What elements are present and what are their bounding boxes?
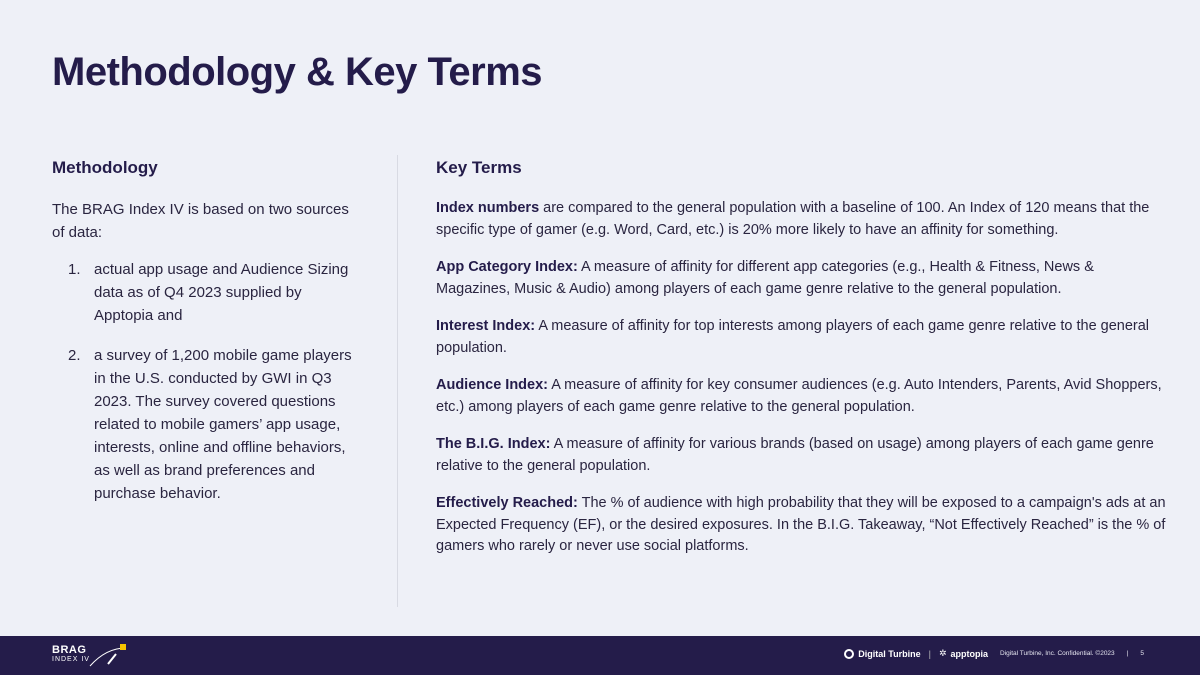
brag-index-logo: [52, 645, 90, 665]
term-index-numbers: [436, 198, 1166, 241]
confidential-notice: Digital Turbine, Inc. Confidential. ©2023: [1000, 650, 1115, 657]
term-name: Audience Index:: [436, 377, 548, 393]
term-effectively-reached: [436, 493, 1166, 558]
term-definition: The % of audience with high probability that they will be exposed to a campaign's ads at an Expected Frequency (EF), or the desired exposures. In the B.I.G. Takeaway, “Not Effectively Reached” is the % of gamers who rarely or never use social platforms.: [436, 495, 1166, 554]
term-audience-index: [436, 375, 1166, 418]
list-item-number: 1.: [68, 261, 81, 278]
term-big-index: [436, 434, 1166, 477]
term-definition: A measure of affinity for top interests among players of each game genre relative to the general population.: [436, 318, 1150, 356]
list-item-text: actual app usage and Audience Sizing data as of Q4 2023 supplied by Apptopia and: [94, 261, 349, 324]
methodology-intro: The BRAG Index IV is based on two sources of data:: [52, 201, 349, 241]
page-title: Methodology & Key Terms: [52, 50, 543, 94]
gauge-arc-icon: [86, 642, 138, 668]
list-item-text: a survey of 1,200 mobile game players in the U.S. conducted by GWI in Q3 2023. The survey covered questions related to mobile gamers’ app usage, interests, online and offline behaviors, as well as brand preferences and purchase behavior.: [94, 347, 352, 502]
term-definition: are compared to the general population with a baseline of 100. An Index of 120 means that the specific type of gamer (e.g. Word, Card, etc.) is 20% more likely to have an affinity for something.: [436, 200, 1150, 238]
term-definition: A measure of affinity for different app categories (e.g., Health & Fitness, News & Magazines, Music & Audio) among players of each game genre relative to the general population.: [436, 259, 1094, 297]
methodology-section: [52, 158, 362, 522]
methodology-list: [52, 258, 362, 505]
page-number: 5: [1140, 650, 1144, 657]
brand-digital-turbine: Digital Turbine: [858, 648, 921, 659]
column-divider: [397, 155, 398, 607]
term-name: Interest Index:: [436, 318, 536, 334]
key-terms-heading: Key Terms: [436, 158, 522, 177]
digital-turbine-logo-icon: [844, 649, 854, 659]
page-separator: |: [1126, 650, 1129, 657]
key-terms-section: [436, 158, 1166, 574]
footer-right-group: [844, 648, 1144, 659]
term-name: Index numbers: [436, 200, 540, 216]
list-item: [52, 344, 362, 505]
term-name: App Category Index:: [436, 259, 578, 275]
footer-bar: [0, 636, 1200, 675]
logo-sub-text: INDEX IV: [52, 656, 90, 663]
brand-separator: |: [928, 648, 931, 659]
logo-main-text: BRAG: [52, 644, 87, 656]
list-item: [52, 258, 362, 327]
term-definition: A measure of affinity for key consumer audiences (e.g. Auto Intenders, Parents, Avid Shoppers, etc.) among players of each game genre relative to the general population.: [436, 377, 1162, 415]
methodology-heading: Methodology: [52, 158, 158, 177]
term-name: The B.I.G. Index:: [436, 436, 551, 452]
brand-apptopia: apptopia: [950, 648, 989, 659]
term-name: Effectively Reached:: [436, 495, 578, 511]
term-app-category-index: [436, 257, 1166, 300]
term-definition: A measure of affinity for various brands (based on usage) among players of each game genre relative to the general population.: [436, 436, 1154, 474]
term-interest-index: [436, 316, 1166, 359]
apptopia-logo-icon: ✲: [938, 648, 947, 658]
list-item-number: 2.: [68, 347, 81, 364]
